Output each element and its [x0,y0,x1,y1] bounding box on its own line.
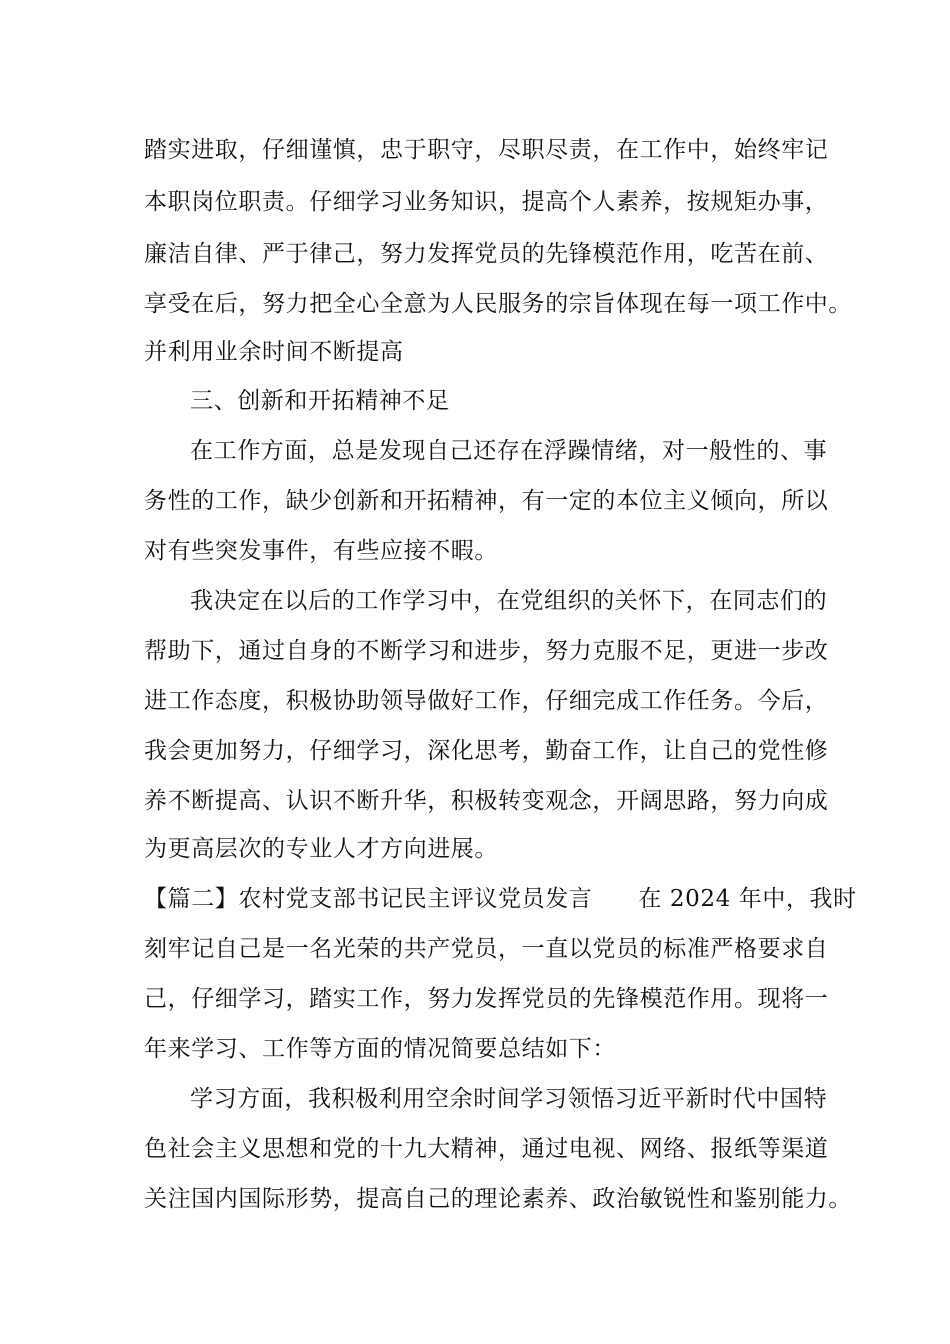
text-line: 帮助下，通过自身的不断学习和进步，努力克服不足，更进一步改 [144,638,829,664]
section-title: 【篇二】农村党支部书记民主评议党员发言 [144,886,593,912]
text-line: 养不断提高、认识不断升华，积极转变观念，开阔思路，努力向成 [144,788,829,814]
text-line: 在 2024 年中，我时 [638,886,857,912]
text-line: 进工作态度，积极协助领导做好工作，仔细完成工作任务。今后， [144,688,829,714]
section-heading: 三、创新和开拓精神不足 [190,388,450,414]
text-line: 本职岗位职责。仔细学习业务知识，提高个人素养，按规矩办事， [144,189,829,215]
text-line: 务性的工作，缺少创新和开拓精神，有一定的本位主义倾向，所以 [144,488,829,514]
text-line: 年来学习、工作等方面的情况简要总结如下： [144,1036,616,1062]
text-line: 对有些突发事件，有些应接不暇。 [144,538,498,564]
text-line: 并利用业余时间不断提高 [144,339,404,365]
text-line: 刻牢记自己是一名光荣的共产党员，一直以党员的标准严格要求自 [144,936,829,962]
text-line: 踏实进取，仔细谨慎，忠于职守，尽职尽责，在工作中，始终牢记 [144,137,829,163]
text-line: 己，仔细学习，踏实工作，努力发挥党员的先锋模范作用。现将一 [144,986,829,1012]
text-line: 色社会主义思想和党的十九大精神，通过电视、网络、报纸等渠道 [144,1136,829,1162]
text-line: 关注国内国际形势，提高自己的理论素养、政治敏锐性和鉴别能力。 [144,1186,852,1212]
text-line: 我决定在以后的工作学习中，在党组织的关怀下，在同志们的 [190,588,828,614]
text-line: 在工作方面，总是发现自己还存在浮躁情绪，对一般性的、事 [190,438,828,464]
text-line: 我会更加努力，仔细学习，深化思考，勤奋工作，让自己的党性修 [144,738,829,764]
text-line: 学习方面，我积极利用空余时间学习领悟习近平新时代中国特 [190,1086,828,1112]
section-title-line [144,884,857,914]
text-line: 为更高层次的专业人才方向进展。 [144,836,498,862]
text-line: 廉洁自律、严于律己，努力发挥党员的先锋模范作用，吃苦在前、 [144,241,829,267]
text-line: 享受在后，努力把全心全意为人民服务的宗旨体现在每一项工作中。 [144,291,852,317]
